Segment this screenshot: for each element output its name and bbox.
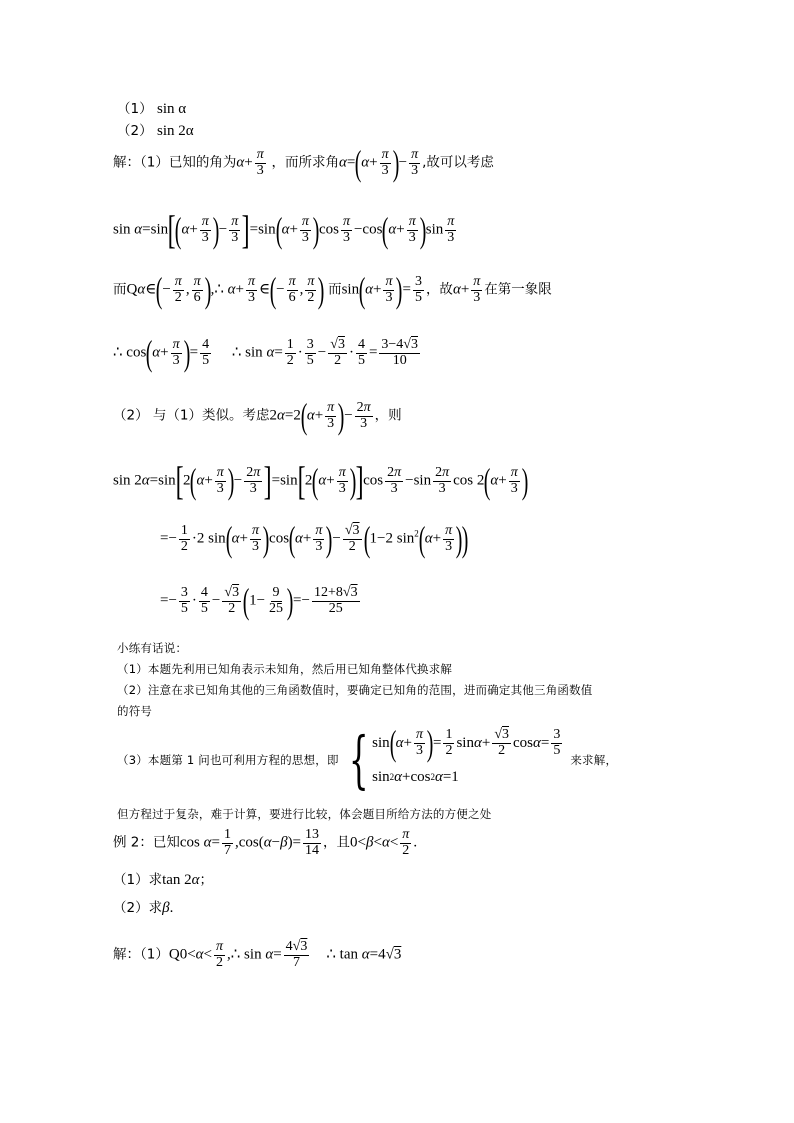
- example-2-p1-tail: ；: [199, 872, 214, 888]
- solution-example-2: 解：（1）Q0<α< $\frac{\pi}{2}$ ,∴ sin α= $\frac{4√3}{7}$ ∴ tan α=4√3: [113, 939, 402, 970]
- formula-sin-alpha: sin α=sin[(α+ $\frac{\pi}{3}$ )− $\frac{\pi}{3}$ ]=sin(α+ $\frac{\pi}{3}$ )cos $\frac{\pi}{3}$ −cos(α+ $\frac{\pi}{3}$ )sin $\frac{\pi}{3}$: [113, 207, 455, 252]
- example-2: 例 2：已知cos α= $\frac{1}{7}$ ,cos(α−β)= $\frac{13}{14}$ ，且0<β<α< $\frac{\pi}{2}$ .: [113, 827, 418, 858]
- example-2-lead: 例 2：已知: [113, 834, 180, 851]
- note-3b: 来求解，: [570, 753, 618, 767]
- formula-sin-2alpha-step3: =− $\frac{3}{5}$ · $\frac{4}{5}$ − $\frac{√3}{2}$ (1− $\frac{9}{25}$ )=− $\frac{12+8√3}{25}$: [160, 581, 358, 621]
- item-2-label: （2）: [117, 123, 153, 139]
- range-q: Q: [126, 281, 138, 298]
- solution-2-tail: ，则: [374, 407, 402, 424]
- solution-2-intro: （2） 与（1）类似。考虑2α=2(α+ $\frac{\pi}{3}$ )− $\frac{2\pi}{3}$ ，则: [113, 396, 402, 436]
- range-tail: ，故: [425, 281, 453, 298]
- item-2: [117, 119, 194, 140]
- example-2-mid: ，且: [323, 834, 351, 851]
- formula-range: 而Qα∈(− $\frac{\pi}{2}$ , $\frac{\pi}{6}$ ),∴ α+ $\frac{\pi}{3}$ ∈(− $\frac{\pi}{6}$ , $\frac{\pi}{2}$ ) 而sin(α+ $\frac{\pi}{3}$ )= $\frac{3}{5}$ ，故α+ $\frac{\pi}{3}$ 在第一象限: [113, 270, 552, 310]
- solution-ex2-lead: 解：（1）: [113, 946, 169, 963]
- note-2b: 的符号: [117, 704, 153, 718]
- solution-2-lead: （2） 与（1）类似。考虑: [113, 407, 270, 424]
- solution-ex2-q: Q: [168, 946, 180, 963]
- range-tail2: 在第一象限: [484, 281, 552, 298]
- example-2-part-1: （1）求tan 2α；: [113, 872, 214, 888]
- notes-title: 小练有话说：: [117, 641, 188, 655]
- example-2-p2-tail: .: [169, 900, 174, 916]
- solution-1-intro: 解：（1）已知的角为α+ $\frac{\pi}{3}$ ，而所求角α=(α+ $\frac{\pi}{3}$ )− $\frac{\pi}{3}$ ,故可以考虑: [113, 143, 494, 183]
- solution-1-lead: 解：（1）已知的角为: [113, 154, 237, 171]
- item-1: [117, 97, 186, 118]
- note-3c: 但方程过于复杂，难于计算，要进行比较，体会题目所给方法的方便之处: [117, 807, 492, 821]
- item-2-expr: sin 2α: [157, 123, 194, 139]
- example-2-p2-label: （2）求: [113, 900, 163, 916]
- formula-sin-2alpha: sin 2α=sin[2(α+ $\frac{\pi}{3}$ )− $\frac{2\pi}{3}$ ]=sin[2(α+ $\frac{\pi}{3}$ )]cos $\frac{2\pi}{3}$ −sin $\frac{2\pi}{3}$ cos 2(α+ $\frac{\pi}{3}$ ): [113, 458, 529, 503]
- solution-1-mid: ，而所求角: [271, 154, 339, 171]
- example-2-part-2: （2）求β.: [113, 900, 174, 916]
- formula-sin-2alpha-step2: =− $\frac{1}{2}$ ·2 sin(α+ $\frac{\pi}{3}$ )cos(α+ $\frac{\pi}{3}$ )− $\frac{√3}{2}$ (1−2 $\sin^2(\alpha+$ $\frac{\pi}{3}$ )): [160, 519, 469, 559]
- formula-cos-result: ∴ cos(α+ $\frac{\pi}{3}$ )= $\frac{4}{5}$ ∴ sin α= $\frac{1}{2}$ · $\frac{3}{5}$ − $\frac{√3}{2}$ · $\frac{4}{5}$ = $\frac{3-4√3}{10}$: [113, 333, 418, 373]
- range-mid: 而: [328, 281, 342, 298]
- range-lead: 而: [113, 281, 127, 298]
- note-3a: （3）本题第 1 问也可利用方程的思想，即: [117, 753, 339, 767]
- item-1-expr: sin α: [157, 101, 187, 117]
- example-2-p1-label: （1）求: [113, 872, 163, 888]
- item-1-label: （1）: [117, 101, 153, 117]
- note-2a: （2）注意在求已知角其他的三角函数值时，要确定已知角的范围，进而确定其他三角函数值: [117, 683, 593, 697]
- solution-1-tail: ,故可以考虑: [422, 154, 494, 171]
- note-1: （1）本题先利用已知角表示未知角，然后用已知角整体代换求解: [117, 662, 453, 676]
- note-3: （3）本题第 1 问也可利用方程的思想，即 { sin ( α + $\frac{\pi}{3}$ ) = $\frac{1}{2}$ sin α + $\frac{√3}{2}$ cos α = $\frac{3}{5}$ sin 2 α +cos 2 α =1 来求解，: [117, 723, 618, 796]
